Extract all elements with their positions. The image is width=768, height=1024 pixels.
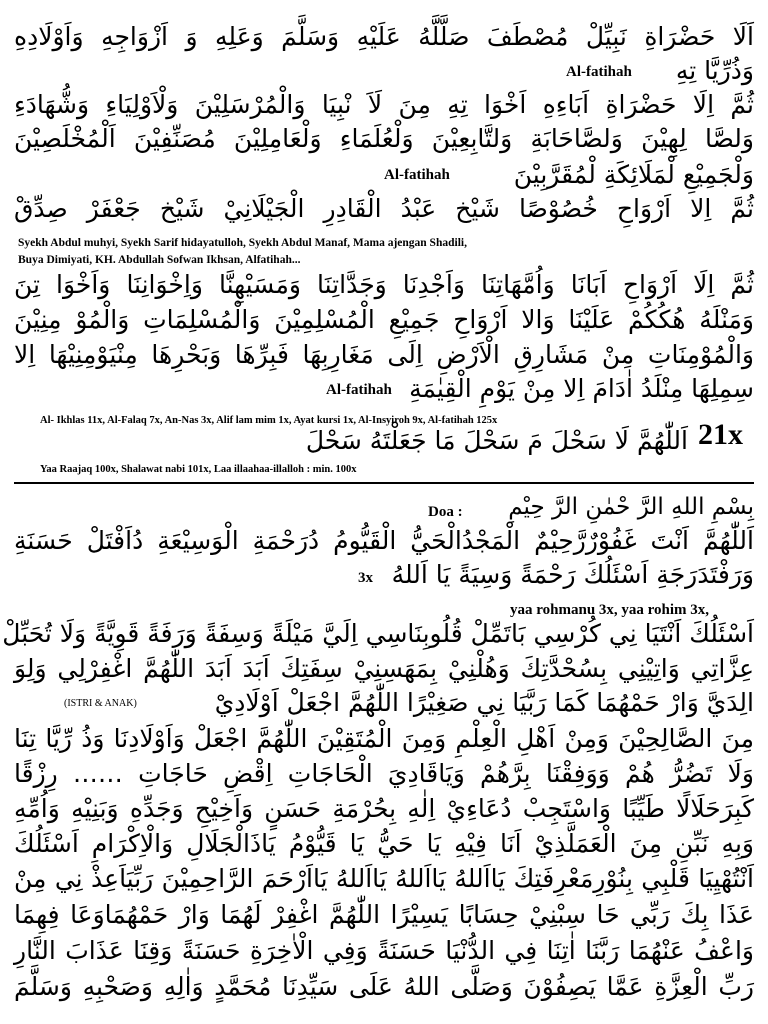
doa-line-1: اَللّٰهُمَّ اَنْتَ غَفُوْرٌرَّحِيْمٌ الْمَجْدُالْحَيُّ الْقَيُّومُ دُرَحْمَةِ الْوَسِيْعَةِ دُاَفْتَلْ حَسَنَةِ bbox=[14, 526, 754, 555]
count-3x: 3x bbox=[358, 570, 373, 586]
arabic-line-7: ثُمَّ اِلَا اَرْوَاحِ اَبَانَا وَاُمَّهَاتِنَا وَاَجْدِنَا وَجَدَّاتِنَا وَمَسَيْهِنَّا وَاِخْوَانِنَا وَاَخْوَا تِنَ bbox=[14, 270, 754, 299]
names-line-2: Buya Dimiyati, KH. Abdullah Sofwan Ikhsan, Alfatihah... bbox=[18, 254, 301, 266]
arabic-line-2: وَذُرِّيَّا تِهِ bbox=[675, 56, 754, 85]
arabic-line-6: ثُمَّ اِلا اَرْوَاحِ خُصُوْصًا شَيْخ عَبْدُ الْقَادِرِ الْجَيْلَانِيْ شَيْخ جَعْفَرْ صِدِّقْ bbox=[14, 194, 754, 223]
zikr-list: Yaa Raajaq 100x, Shalawat nabi 101x, Laa illaahaa-illalloh : min. 100x bbox=[40, 464, 357, 475]
doa-label: Doa : bbox=[428, 504, 463, 520]
recitation-list: Al- Ikhlas 11x, Al-Falaq 7x, An-Nas 3x, Alif lam mim 1x, Ayat kursi 1x, Al-Insyiroh 9x, Al-fatihah 125x bbox=[40, 415, 498, 426]
doa-line-7: وَلَا تَضُرُّ هُمْ وَوَفِقْنَا بِرَّهُمْ وَيَاقَادِيَ الْحَاجَاتِ اِقْضِ حَاجَاتِ …… رِزْقًا bbox=[14, 759, 754, 788]
arabic-line-3: ثُمَّ اِلَا حَضْرَاةِ اَبَاءِهِ اَخْوَا تِهِ مِنَ لَاَ نْبِيَا وَالْمُرْسَلِيْنَ وَلْاَوْلِيَاءِ وَشُّهَادَءِ bbox=[14, 90, 754, 119]
doa-line-12: وَاعْفُ عَنْهُمَا رَبَّنَا اٰتِنَا فِي الدُّنْيَا حَسَنَةً وَفِي الْاٰخِرَةِ حَسَنَةً وَقِنَا عَذَابَ النَّارِ bbox=[14, 936, 754, 965]
arabic-line-1: اَلَا حَضْرَاةِ نَبِيِّلْ مُصْطَفَ صَلَّلَّهُ عَلَيْهِ وَسَلَّمَ وَعَلِهِ وَ اَزْوَاجِهِ وَاَوْلَادِهِ bbox=[14, 22, 754, 51]
istri-anak-note: (ISTRI & ANAK) bbox=[64, 698, 137, 709]
arabic-line-11: اَللّٰهُمَّ لَا سَحْلَ مَ سَحْلَ مَا جَعَلْتَهُ سَحْلَ bbox=[305, 426, 688, 455]
doa-line-8: كَبِرَحَلَالًا طَيِّبًا وَاسْتَجِبْ دُعَاءِيْ اِلٰهِ بِحُرْمَةِ حَسَنٍ وَاَخِيْحِ وَجَدِّهِ وَبَنِيْهِ وَاُمِّهِ bbox=[14, 794, 754, 823]
arabic-line-4: وَلصَّا لِهِيْنَ وَلصَّاحَابَةِ وَلتَّابِعِيْنَ وَلْعُلَمَاءِ وَلْعَامِلِيْنَ مُصَنِّفِيْنَ اَلْمُخْلَصِيْنَ bbox=[14, 124, 754, 153]
arabic-line-10: سِمِلِهَا مِنْلَدُ اٰدَامَ اِلا مِنْ يَوْمِ الْقِيٰمَةِ bbox=[409, 374, 754, 403]
doa-line-4: عِزَّاتِي وَاتِيْنِي بِسُحْدَّتِكَ وَهُلْنِيْ بِمَهَسِنِيْ سِفَتِكَ اَبَدَ اَبَدَ اللّٰهُمَّ اغْفِرْلِي وَلِوَ bbox=[14, 654, 754, 683]
rohman-line: yaa rohmanu 3x, yaa rohim 3x, bbox=[510, 602, 710, 618]
arabic-line-8: وَمَنْلَهُ هُكُكُمْ عَلَيْنَا وَالا اَرْوَاحِ جَمِيْعِ الْمُسْلِمِيْنَ وَالْمُسْلِمَاتِ وَالْمُوْ مِنِيْنَ bbox=[14, 305, 754, 334]
doa-line-11: عَذَا بِكَ رَبِّي حَا سِبْنِيْ حِسَابًا يَسِيْرًا اللّٰهُمَّ اغْفِرْ لَهُمَا وَارْ حَمْهُمَاوَعَا فِهِمَا bbox=[14, 900, 754, 929]
fatihah-label-3rd: Al-fatihah bbox=[326, 382, 392, 398]
doa-line-10: اَنْتُهْيِيَا قَلْبِي بِنُوْرِمَعْرِفَتِكَ يَااَللهُ يَااَللهُ يَااَللهُ يَااَرْحَمَ الرَّاحِمِيْنَ رَبِّيَاَعِذْ نِي مِنْ bbox=[14, 864, 754, 893]
doa-line-3: اَسْئَلُكَ اَنْتَيَا نِي كُرْسِي بَاتَمِّلْ قُلُوبِنَاسِي اِلَيَّ مَيْلَةً وَسِفَةً وَرَفَةً قَوِيَّةً وَلَا تُحَبِّلْ bbox=[2, 619, 754, 648]
arabic-line-9: وَالْمُوْمِنَاتِ مِنْ مَشَارِقِ الْاَرْضِ اِلَى مَغَارِبِهَا فَبِرِّهَا وَبَحْرِهَا مِنْيَوْمِنِيْهَا اِلا bbox=[14, 340, 754, 369]
doa-line-9: وَبِهِ نَبِّنِ مِنَ الْعَمَلَّذِيْ اَنَا فِيْهِ يَا حَيُّ يَا قَيُّوْمُ يَاذَالْجَلَالِ وَالْاِكْرَامِ اَسْئَلُكَ bbox=[14, 829, 754, 858]
section-divider bbox=[14, 482, 754, 484]
arabic-line-5: وَلْجَمِيْعِ لْمَلَائِكَةِ لْمُقَرَّبِيْنَ bbox=[513, 160, 754, 189]
fatihah-label-2nd: Al-fatihah bbox=[384, 167, 450, 183]
doa-line-2: وَرَفْتَدَرَجَةِ اَسْئَلُكَ رَحْمَةً وَسِيَةً يَا اَللهُ bbox=[391, 560, 754, 589]
doa-line-13: رَبِّ الْعِزَّةِ عَمَّا يَصِفُوْنَ وَصَلَّى اللهُ عَلَى سَيِّدِنَا مُحَمَّدٍ وَاٰلِهِ وَصَحْبِهِ وَسَلَّمَ bbox=[14, 972, 754, 1001]
doa-line-6: مِنَ الصَّالِحِيْنَ وَمِنْ اَهْلِ الْعِلْمِ وَمِنَ الْمُتَقِيْنَ اللّٰهُمَّ اجْعَلْ وَاَوْلَادِنَا وَذُ رِّيَّا تِنَا bbox=[14, 724, 754, 753]
bismillah: بِسْمِ اللهِ الرَّ حْمٰنِ الرَّ حِيْمِ bbox=[508, 494, 754, 520]
names-line-1: Syekh Abdul muhyi, Syekh Sarif hidayatulloh, Syekh Abdul Manaf, Mama ajengan Shadili, bbox=[18, 237, 467, 249]
count-21x: 21x bbox=[698, 418, 743, 451]
doa-line-5: الِدَيَّ وَارْ حَمْهُمَا كَمَا رَبَّيَا نِي صَغِيْرًا اللّٰهُمَّ اجْعَلْ اَوْلَادِيْ bbox=[214, 688, 754, 717]
fatihah-label: Al-fatihah bbox=[566, 64, 632, 80]
